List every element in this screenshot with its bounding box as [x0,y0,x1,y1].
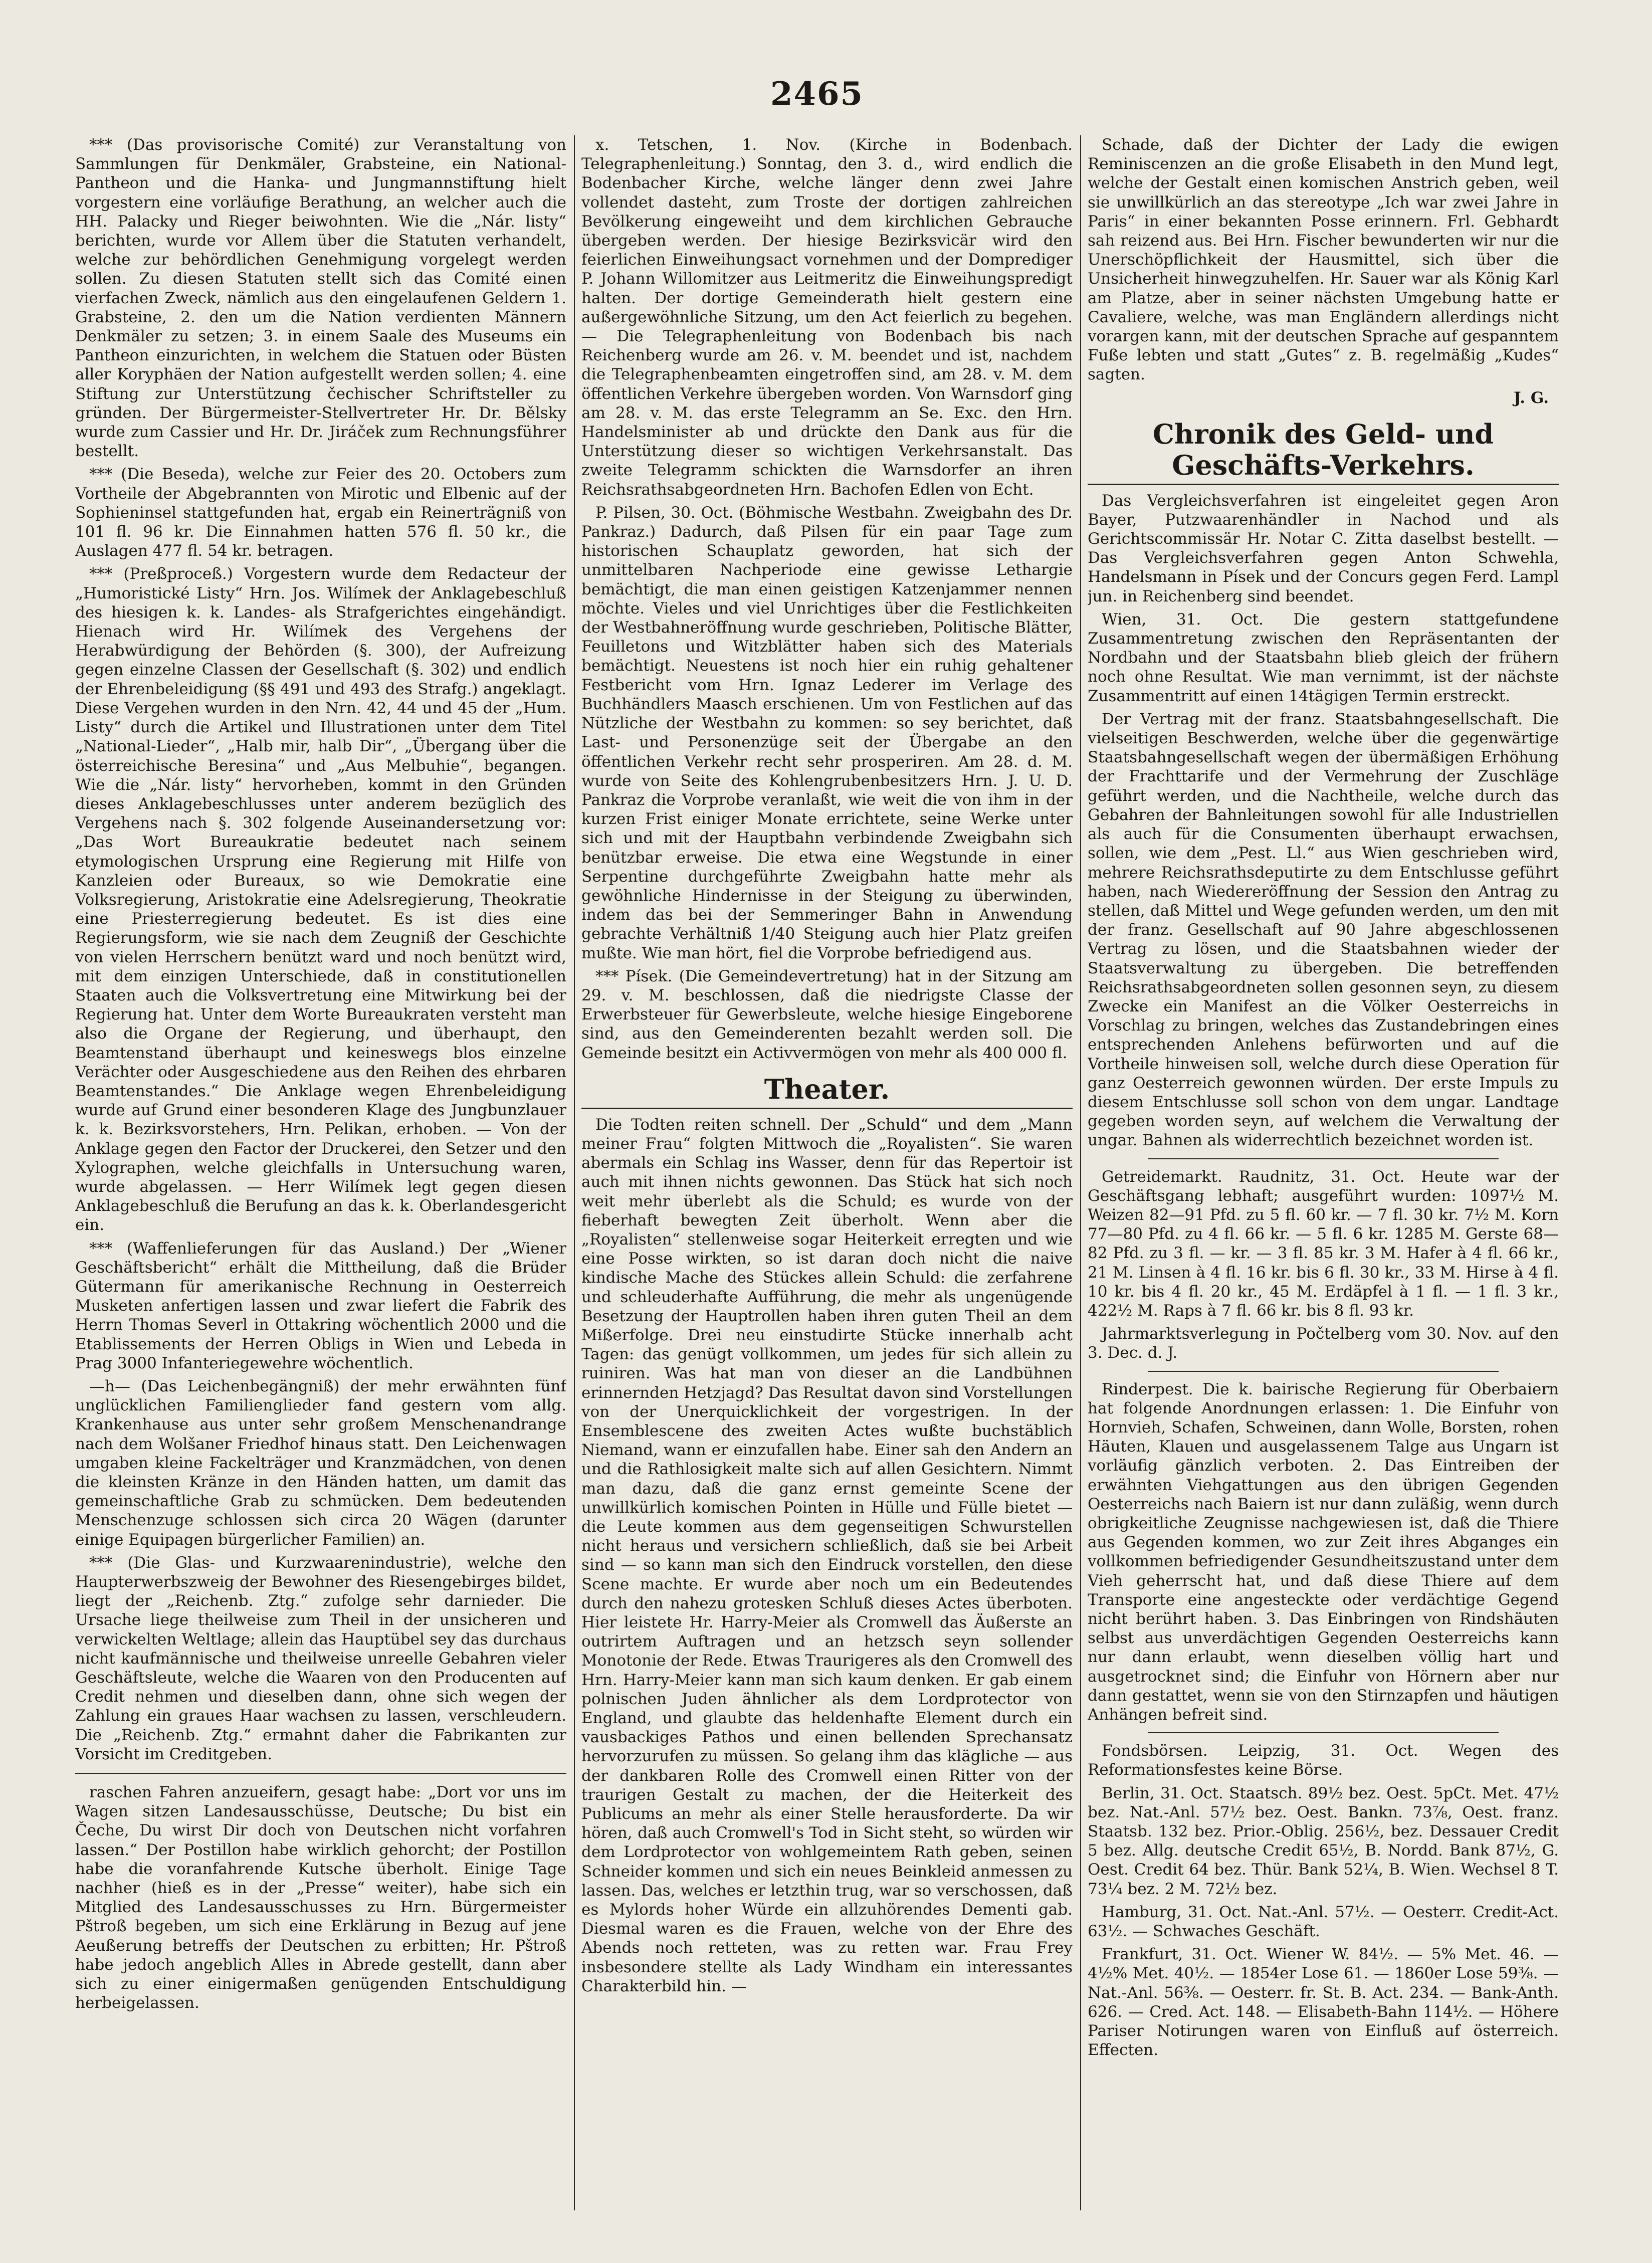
theater-heading: Theater. [581,1074,1073,1109]
chronik-heading: Chronik des Geld- und Geschäfts-Verkehrs. [1088,419,1559,485]
article-rinderpest: Rinderpest. Die k. bairische Regierung für Oberbaiern hat folgende Anordnungen erlassen: 1. Die Einfuhr von Hornvieh, Schafen, Schweinen, dann Wolle, Borsten, rohen Häuten, Klauen und ausgelassenem Talge aus Ungarn ist vorläufig gänzlich verboten. 2. Das Eintreiben der erwähnten Viehgattungen aus den übrigen Gegenden Oesterreichs nach Baiern ist nur dann zuläßig, wenn durch obrigkeitliche Zeugnisse nachgewiesen ist, daß die Thiere aus Gegenden kommen, wo zur Zeit ihres Abganges ein vollkommen befriedigender Gesundheitszustand unter dem Vieh geherrscht hat, und daß diese Thiere auf dem Transporte eine angesteckte oder verdächtige Gegend nicht berührt haben. 3. Das Einbringen von Rindshäuten selbst aus unverdächtigen Gegenden Oesterreichs kann nur dann erlaubt, wenn dieselben völlig hart und ausgetrocknet sind; die Einfuhr von Hörnern aber nur dann gestattet, wenn sie von den Stirnzapfen und häutigen Anhängen befreit sind. [1088,1380,1559,1724]
article-wien: Wien, 31. Oct. Die gestern stattgefundene Zusammentretung zwischen den Repräsentanten der Nordbahn und der Staatsbahn blieb gleich der frühern noch ohne Resultat. Wie man vernimmt, ist der nächste Zusammentritt auf einen 14tägigen Termin erstreckt. [1088,610,1559,705]
article-berlin: Berlin, 31. Oct. Staatsch. 89½ bez. Oest. 5pCt. Met. 47½ bez. Nat.-Anl. 57½ bez. Oest. Bankn. 73⅞, Oest. franz. Staatsb. 132 bez. Prior.-Oblig. 256½, bez. Dessauer Credit 5 bez. Allg. deutsche Credit 65½, B. Nordd. Bank 87½, G. Oest. Credit 64 bez. Thür. Bank 52¼, B. Wien. Wechsel 8 T. 73¼ bez. 2 M. 72½ bez. [1088,1784,1559,1898]
article-frankfurt: Frankfurt, 31. Oct. Wiener W. 84½. — 5% Met. 46. — 4½% Met. 40½. — 1854er Lose 61. — 1860er Lose 59⅜. — Nat.-Anl. 56⅜. — Oesterr. fr. St. B. Act. 234. — Bank-Anth. 626. — Cred. Act. 148. — Elisabeth-Bahn 114½. — Höhere Pariser Notirungen waren von Einfluß auf österreich. Effecten. [1088,1945,1559,2060]
page-number: 2465 [770,75,864,113]
article-pisek: *** Písek. (Die Gemeindevertretung) hat in der Sitzung am 29. v. M. beschlossen, daß die niedrigste Classe der Erwerbsteuer für Gewerbsleute, welche hiesige Eingeborene sind, aus den Gemeinderenten bezahlt werden soll. Die Gemeinde besitzt ein Activvermögen von mehr als 400 000 fl. [581,967,1073,1062]
column-1 [75,135,566,2210]
article-getreidemarkt: Getreidemarkt. Raudnitz, 31. Oct. Heute war der Geschäftsgang lebhaft; ausgeführt wurden: 1097½ M. Weizen 82—91 Pfd. zu 5 fl. 60 kr. — 7 fl. 30 kr. 7½ M. Korn 77—80 Pfd. zu 4 fl. 66 kr. — 5 fl. 6 kr. 1285 M. Gerste 68—82 Pfd. zu 3 fl. — kr. — 3 fl. 85 kr. 3 M. Hafer à 4 fl. 66 kr., 21 M. Linsen à 4 fl. 16 kr. bis 6 fl. 30 kr., 33 M. Hirse à 4 fl. 10 kr. bis 4 fl. 20 kr., 45 M. Erdäpfel à 1 fl. — 1 fl. 3 kr., 422½ M. Raps à 7 fl. 66 kr. bis 8 fl. 93 kr. [1088,1167,1559,1320]
article-staatsbahn: Der Vertrag mit der franz. Staatsbahngesellschaft. Die vielseitigen Beschwerden, welche über die gegenwärtige Staatsbahngesellschaft wegen der übermäßigen Erhöhung der Frachttarife und der Vermehrung der Zuschläge geführt werden, und die Nachtheile, welche durch das Gebahren der Bahnleitungen sowohl für alle Industriellen als auch für die Consumenten überhaupt erwachsen, sollen, wie dem „Pest. Ll.“ aus Wien geschrieben wird, mehrere Reichsrathsdeputirte zu dem Entschlusse geführt haben, nach Wiedereröffnung der Session den Antrag zu stellen, daß Mittel und Wege gefunden werden, um den mit der franz. Gesellschaft auf 90 Jahre abgeschlossenen Vertrag zu lösen, und die Staatsbahnen wieder der Staatsverwaltung zu übergeben. Die betreffenden Reichsrathsabgeordneten sollen gesonnen seyn, zu diesem Zwecke ein Manifest an die Völker Oesterreichs in Vorschlag zu bringen, welches das Zustandebringen eines entsprechenden Anlehens befürworten und auf die Vortheile hinweisen soll, welche durch diese Operation für ganz Oesterreich gewonnen würden. Der erste Impuls zu diesem Entschlusse soll schon von dem ungar. Landtage gegeben worden seyn, auf welchem die Verwaltung der ungar. Bahnen als widerrechtlich bezeichnet worden ist. [1088,710,1559,1150]
section-divider [1148,1732,1499,1733]
article-glasindustrie: *** (Die Glas- und Kurzwaarenindustrie), welche den Haupterwerbszweig der Bewohner des Riesengebirges bildet, liegt der „Reichenb. Ztg.“ zufolge sehr darnieder. Die Ursache liege theilweise zum Theil in der unsicheren und verwickelten Weltlage; allein das Hauptübel sey das durchaus nicht kaufmännische und theilweise unreelle Gebahren vieler Geschäftsleute, welche die Waaren von den Producenten auf Credit nehmen und dieselben dann, ohne sich wegen der Zahlung ein graues Haar wachsen zu lassen, verschleudern. Die „Reichenb. Ztg.“ ermahnt daher die Fabrikanten zur Vorsicht im Creditgeben. [75,1553,566,1763]
article-fondsboersen: Fondsbörsen. Leipzig, 31. Oct. Wegen des Reformationsfestes keine Börse. [1088,1742,1559,1779]
article-continuation: raschen Fahren anzueifern, gesagt habe: „Dort vor uns im Wagen sitzen Landesausschüsse, Deutsche; Du bist ein Čeche, Du wirst Dir doch von Deutschen nicht vorfahren lassen.“ Der Postillon habe wirklich gehorcht; der Postillon habe die voranfahrende Kutsche überholt. Einige Tage nachher (hieß es in der „Presse“ weiter), habe sich ein Mitglied des Landesausschusses zu Hrn. Bürgermeister Pštroß begeben, um sich eine Erklärung in Bezug auf jene Aeußerung betreffs der Deutschen zu erbitten; Hr. Pštroß habe jedoch angeblich Alles in Abrede gestellt, dann aber sich zu einer einigermaßen genügenden Entschuldigung herbeigelassen. [75,1783,566,2012]
article-tetschen: x. Tetschen, 1. Nov. (Kirche in Bodenbach. Telegraphenleitung.) Sonntag, den 3. d., wird endlich die Bodenbacher Kirche, welche länger denn zwei Jahre vollendet dasteht, zum Troste der dortigen zahlreichen Bevölkerung eingeweiht und dem kirchlichen Gebrauche übergeben werden. Der hiesige Bezirksvicär wird den feierlichen Einweihungsact vornehmen und der Domprediger P. Johann Willomitzer aus Leitmeritz die Einweihungspredigt halten. Der dortige Gemeinderath hielt gestern eine außergewöhnliche Sitzung, um den Act feierlich zu begehen. — Die Telegraphenleitung von Bodenbach bis nach Reichenberg wurde am 26. v. M. beendet und ist, nachdem die Telegraphenbeamten eingetroffen sind, am 28. v. M. dem öffentlichen Verkehre übergeben worden. Von Warnsdorf ging am 28. v. M. das erste Telegramm an Se. Exc. den Hrn. Handelsminister ab und drückte den Dank aus für die Unterstützung dieser so wichtigen Verkehrsanstalt. Das zweite Telegramm schickten die Warnsdorfer an ihren Reichsrathsabgeordneten Hrn. Bachofen Edlen von Echt. [581,136,1073,499]
article-waffenlieferungen: *** (Waffenlieferungen für das Ausland.) Der „Wiener Geschäftsbericht“ erhält die Mittheilung, daß die Brüder Gütermann für amerikanische Rechnung in Oesterreich Musketen anfertigen lassen und zwar liefert die Fabrik des Herrn Thomas Severl in Ottakring wöchentlich 2000 und die Etablissements der Herren Obligs in Wien und Lebeda in Prag 3000 Infanteriegewehre wöchentlich. [75,1239,566,1372]
article-theater: Die Todten reiten schnell. Der „Schuld“ und dem „Mann meiner Frau“ folgten Mittwoch die „Royalisten“. Sie waren abermals ein Schlag ins Wasser, denn für das Repertoir ist auch mit ihnen nichts gewonnen. Das Stück hat sich noch weit mehr überlebt als die Schuld; es wurde von der fieberhaft bewegten Zeit überholt. Wenn aber die „Royalisten“ stellenweise sogar Heiterkeit erregten und wie eine Posse wirkten, so ist daran doch nicht die naive kindische Mache des Stückes allein Schuld: die zerfahrene und schleuderhafte Aufführung, die mehr als ungenügende Besetzung der Hauptrollen haben ihren guten Theil an dem Mißerfolge. Drei neu einstudirte Stücke innerhalb acht Tagen: das genügt vollkommen, um jedes für sich allein zu ruiniren. Was hat man von dieser an die Landbühnen erinnernden Hetzjagd? Das Resultat davon sind Vorstellungen von der Unerquicklichkeit der vorgestrigen. In der Ensemblescene des zweiten Actes wußte buchstäblich Niemand, wann er einzufallen habe. Einer sah den Andern an und die Rathlosigkeit malte sich auf allen Gesichtern. Nimmt man dazu, daß die ganz ernst gemeinte Scene der unwillkürlich komischen Pointen in Hülle und Fülle bietet — die Leute kommen aus dem gegenseitigen Schwurstellen nicht heraus und versichern schließlich, daß sie bei Arbeit sind — so kann man sich den Eindruck vorstellen, den diese Scene machte. Er wurde aber noch um ein Bedeutendes durch den nahezu grotesken Schluß dieses Actes überboten. Hier leistete Hr. Harry-Meier als Cromwell das Äußerste an outrirtem Auftragen und an hetzsch seyn sollender Monotonie der Rede. Etwas Traurigeres als den Cromwell des Hrn. Harry-Meier kann man sich kaum denken. Er gab einem polnischen Juden ähnlicher als dem Lordprotector von England, und glaubte das heldenhafte Element durch ein vausbackiges Pathos und einen bellenden Sprechansatz hervorzurufen zu müssen. So gelang ihm das klägliche — aus der dankbaren Rolle des Cromwell einen Ritter von der traurigen Gestalt zu machen, der die Heiterkeit des Publicums an mehr als einer Stelle herausforderte. Da wir hören, daß auch Cromwell's Tod in Sicht steht, so würden wir dem Lordprotector von wohlgemeintem Rath geben, seinen Schneider kommen und sich ein neues Beinkleid anmessen zu lassen. Das, welches er letzthin trug, war so verschossen, daß es Mylords hoher Würde ein allzuhörendes Dementi gab. Diesmal waren es die Frauen, welche von der Ehre des Abends noch retteten, was zu retten war. Frau Frey insbesondere stellte als Lady Windham ein interessantes Charakterbild hin. — [581,1115,1073,1995]
newspaper-page [75,75,1559,2220]
article-vergleichsverfahren: Das Vergleichsverfahren ist eingeleitet gegen Aron Bayer, Putzwaarenhändler in Nachod und als Gerichtscommissär Hr. Notar C. Zitta daselbst bestellt. — Das Vergleichsverfahren gegen Anton Schwehla, Handelsmann in Písek und der Concurs gegen Ferd. Lampl jun. in Reichenberg sind beendet. [1088,491,1559,605]
column-3 [1088,135,1559,2210]
author-signature: J. G. [1513,388,1549,407]
column-rule [1080,135,1081,2210]
article-leichenbegaengniss: —h— (Das Leichenbegängniß) der mehr erwähnten fünf unglücklichen Familienglieder fand gestern vom allg. Krankenhause aus unter sehr großem Menschenandrange nach dem Wolšaner Friedhof hinaus statt. Den Leichenwagen umgaben kleine Fackelträger und Kranzmädchen, von denen die kleinsten Kränze in den Händen hatten, um damit das gemeinschaftliche Grab zu schmücken. Dem bedeutenden Menschenzuge schlossen sich circa 20 Wägen (darunter einige Equipagen bürgerlicher Familien) an. [75,1377,566,1549]
section-divider [1148,1371,1499,1372]
article-beseda: *** (Die Beseda), welche zur Feier des 20. Octobers zum Vortheile der Abgebrannten von Mirotic und Elbenic auf der Sophieninsel stattgefunden hat, ergab ein Reinerträgniß von 101 fl. 96 kr. Die Einnahmen hatten 576 fl. 50 kr., die Auslagen 477 fl. 54 kr. betragen. [75,465,566,560]
article-pilsen: P. Pilsen, 30. Oct. (Böhmische Westbahn. Zweigbahn des Dr. Pankraz.) Dadurch, daß Pilsen für ein paar Tage zum historischen Schauplatz geworden, hat sich der unmittelbaren Nachperiode eine gewisse Lethargie bemächtigt, die man einen geistigen Katzenjammer nennen möchte. Vieles und viel Unrichtiges über die Festlichkeiten der Westbahneröffnung wurde geschrieben, Politische Blätter, Feuilletons und Witzblätter haben sich des Materials bemächtigt. Neuestens ist noch hier ein ruhig gehaltener Festbericht vom Hrn. Ignaz Lederer im Verlage des Buchhändlers Maasch erschienen. Um von Festlichen auf das Nützliche der Westbahn zu kommen: so sey berichtet, daß Last- und Personenzüge seit der Übergabe an den öffentlichen Verkehr recht sehr prosperiren. Am 28. d. M. wurde von Seite des Kohlengrubenbesitzers Hrn. J. U. D. Pankraz die Vorprobe veranlaßt, wie weit die von ihm in der kurzen Frist einiger Monate errichtete, seine Werke unter sich und mit der Hauptbahn verbindende Zweigbahn sich benützbar erweise. Die etwa eine Wegstunde in einer Serpentine durchgeführte Zweigbahn hatte mehr als gewöhnliche Hindernisse in der Steigung zu überwinden, indem das bei der Semmeringer Bahn in Anwendung gebrachte Verhältniß 1/40 Steigung auch hier Platz greifen mußte. Wie man hört, fiel die Vorprobe befriedigend aus. [581,503,1073,962]
section-divider [1148,1158,1499,1159]
article-theater-continuation: Schade, daß der Dichter der Lady die ewigen Reminiscenzen an die große Elisabeth in den Mund legt, welche der Gestalt einen komischen Anstrich geben, weil sie unwillkürlich an das stereotype „Ich war zwei Jahre in Paris“ in einer bekannten Posse erinnern. Frl. Gebhardt sah reizend aus. Bei Hrn. Fischer bewunderten wir nur die Unerschöpflichkeit der Hausmittel, sich über die Unsicherheit hinwegzuhelfen. Hr. Sauer war als König Karl am Platze, aber in seiner nächsten Umgebung hatte er Cavaliere, welche, was man Engländern allerdings nicht vorargen kann, mit der deutschen Sprache auf gespanntem Fuße lebten und statt „Gutes“ z. B. regelmäßig „Kudes“ sagten. [1088,136,1559,384]
article-jahrmarkt: Jahrmarktsverlegung in Počtelberg vom 30. Nov. auf den 3. Dec. d. J. [1088,1325,1559,1362]
article-pressprocess: *** (Preßproceß.) Vorgestern wurde dem Redacteur der „Humoristické Listy“ Hrn. Jos. Wilímek der Anklagebeschluß des hiesigen k. k. Landes- als Strafgerichtes eingehändigt. Hienach wird Hr. Wilímek des Vergehens der Herabwürdigung der Behörden (§. 300), der Aufreizung gegen einzelne Classen der Gesellschaft (§. 302) und endlich der Ehrenbeleidigung (§§ 491 und 493 des Strafg.) angeklagt. Diese Vergehen wurden in den Nrn. 42, 44 und 45 der „Hum. Listy“ durch die Artikel und Illustrationen unter dem Titel „National-Lieder“, „Halb mir, halb Dir“, „Übergang über die österreichische Beresina“ und „Aus Melbuhie“, begangen. Wie die „Nár. listy“ hervorheben, kommt in den Gründen dieses Anklagebeschlusses unter anderem bezüglich des Vergehens nach §. 302 folgende Auseinandersetzung vor: „Das Wort Bureaukratie bedeutet nach seinem etymologischen Ursprung eine Regierung mit Hilfe von Kanzleien oder Bureaux, so wie Demokratie eine Volksregierung, Aristokratie eine Adelsregierung, Theokratie eine Priesterregierung bedeutet. Es ist dies eine Regierungsform, wie sie nach dem Zeugniß der Geschichte von vielen Herrschern benützt ward und noch benützt wird, mit dem einzigen Unterschiede, daß in constitutionellen Staaten auch die Volksvertretung eine Mitwirkung bei der Regierung hat. Unter dem Worte Bureaukraten versteht man also die Organe der Regierung, und überhaupt, den Beamtenstand überhaupt und keineswegs blos einzelne Verächter oder Ausgeschiedene aus den Reihen des ehrbaren Beamtenstandes.“ Die Anklage wegen Ehrenbeleidigung wurde auf Grund einer besonderen Klage des Jungbunzlauer k. k. Bezirksvorstehers, Hrn. Pelikan, erhoben. — Von der Anklage gegen den Factor der Druckerei, den Setzer und den Xylographen, welche gleichfalls in Untersuchung waren, wurde abgelassen. — Herr Wilímek legt gegen diesen Anklagebeschluß die Berufung an das k. k. Oberlandesgericht ein. [75,565,566,1235]
columns [75,135,1559,2210]
article-hamburg: Hamburg, 31. Oct. Nat.-Anl. 57½. — Oesterr. Credit-Act. 63½. — Schwaches Geschäft. [1088,1903,1559,1941]
section-divider [75,1773,566,1774]
column-2 [581,135,1073,2210]
article-comite: *** (Das provisorische Comité) zur Veranstaltung von Sammlungen für Denkmäler, Grabsteine, ein National-Pantheon und die Hanka- und Jungmannstiftung hielt vorgestern eine vorläufige Berathung, an welcher auch die HH. Palacky und Rieger beiwohnten. Wie die „Nár. listy“ berichten, wurde vor Allem über die Statuten verhandelt, welche zur behördlichen Genehmigung vorgelegt werden sollen. Zu diesen Statuten stellt sich das Comité einen vierfachen Zweck, nämlich aus den eingelaufenen Geldern 1. Grabsteine, 2. den um die Nation verdienten Männern Denkmäler zu setzen; 3. in einem Saale des Museums ein Pantheon einzurichten, in welchem die Statuen oder Büsten aller Koryphäen der Nation aufgestellt werden sollen; 4. eine Stiftung zur Unterstützung čechischer Schriftsteller zu gründen. Der Bürgermeister-Stellvertreter Hr. Dr. Bělsky wurde zum Cassier und Hr. Dr. Jiráček zum Rechnungsführer bestellt. [75,136,566,461]
column-rule [574,135,575,2210]
